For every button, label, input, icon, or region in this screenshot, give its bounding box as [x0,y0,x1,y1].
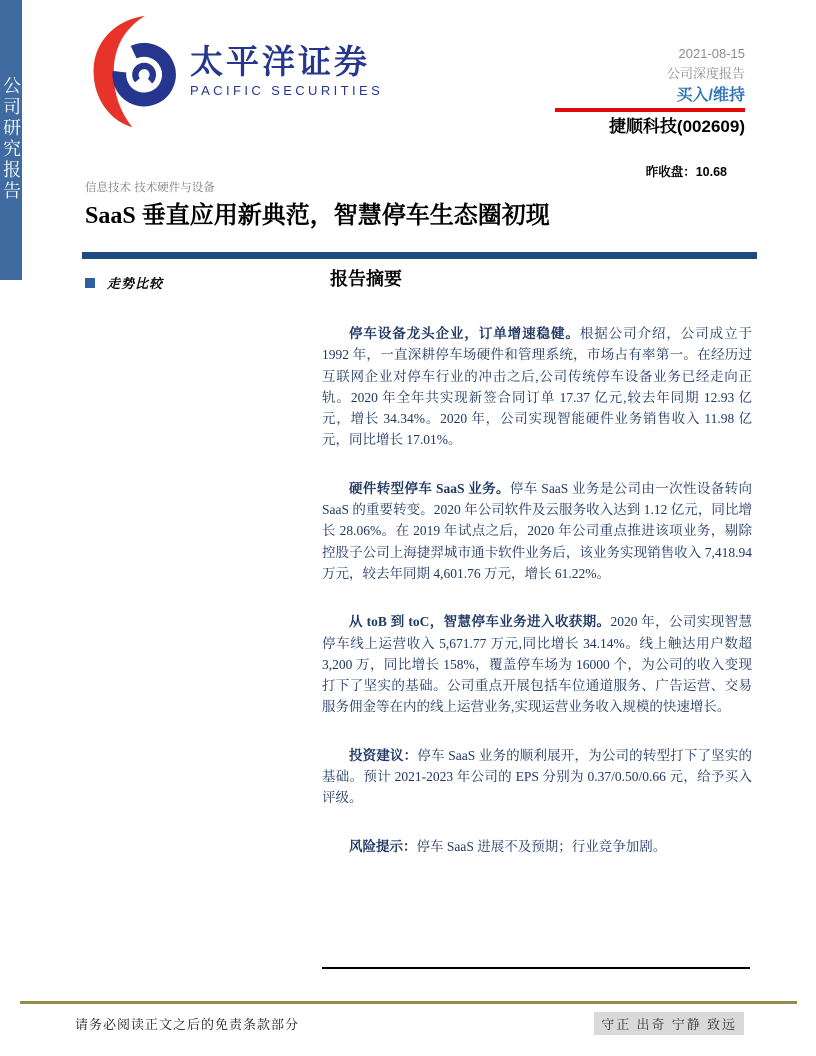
paragraph-text: 根据公司介绍，公司成立于 1992 年，一直深耕停车场硬件和管理系统，市场占有率第一。在经历过互联网企业对停车行业的冲击之后,公司传统停车设备业务已经走向正轨。2020 年全年共实现新签合同订单 17.37 亿元,较去年同期 12.93 亿元，增长 34.34%。2020 年，公司实现智能硬件业务销售收入 11.98 亿元，同比增长 17.01%。 [322,326,753,448]
content-end-rule [322,967,750,969]
summary-body [322,323,752,884]
footer-motto: 守正 出奇 宁静 致远 [594,1012,744,1035]
previous-close-label: 昨收盘： [645,165,696,179]
report-meta [505,44,745,180]
brand-text [190,14,383,98]
vertical-banner-label: 公司研究报告 [1,76,21,202]
stock-name-code: 捷顺科技(002609) [608,117,745,136]
paragraph-investment-advice [322,745,752,809]
paragraph-lead: 风险提示： [349,838,417,854]
paragraph-risk-warning [322,836,752,857]
summary-heading: 报告摘要 [330,269,402,289]
paragraph-lead: 硬件转型停车 SaaS 业务。 [349,480,510,496]
footer-gold-rule [20,1001,797,1004]
report-type: 公司深度报告 [666,66,745,81]
report-date: 2021-08-15 [678,46,745,61]
rating-underline-rule [555,108,745,112]
brand-name-cn: 太平洋证券 [190,43,370,80]
vertical-banner [0,0,22,280]
paragraph-text: 停车 SaaS 业务的顺利展开，为公司的转型打下了坚实的基础。预计 2021-2023 年公司的 EPS 分别为 0.37/0.50/0.66 元，给予买入评级。 [322,747,753,806]
page-title: SaaS 垂直应用新典范，智慧停车生态圈初现 [85,203,550,229]
paragraph-text: 停车 SaaS 进展不及预期；行业竞争加剧。 [416,838,667,854]
paragraph-saas-transform [322,478,752,584]
paragraph-orders [322,323,752,451]
paragraph-text: 2020 年，公司实现智慧停车线上运营收入 5,671.77 万元,同比增长 34.14%。线上触达用户数超 3,200 万，同比增长 158%，覆盖停车场为 16000 个，为公司的收入变现打下了坚实的基础。公司重点开展包括车位通道服务、广告运营、交易服务佣金等在内的线上运营业务,实现运营业务收入规模的快速增长。 [322,614,752,715]
paragraph-lead: 从 toB 到 toC，智慧停车业务进入收获期。 [349,614,611,630]
brand-name-en: PACIFIC SECURITIES [190,83,384,98]
footer-disclaimer: 请务必阅读正文之后的免责条款部分 [75,1017,300,1032]
previous-close-value: 10.68 [695,165,727,179]
square-bullet-icon [85,278,95,288]
rating-badge: 买入/维持 [676,87,745,104]
paragraph-text: 停车 SaaS 业务是公司由一次性设备转向 SaaS 的重要转变。2020 年公司软件及云服务收入达到 1.12 亿元，同比增长 28.06%。在 2019 年试点之后，2020 年公司重点推进该项业务，剔除控股子公司上海捷羿城市通卡软件业务后，该业务实现销售收入 7,418.94 万元，较去年同期 4,601.76 万元，增长 61.22%。 [322,480,752,581]
paragraph-lead: 停车设备龙头企业，订单增速稳健。 [349,326,580,341]
previous-close [505,162,745,180]
brand-logo [88,14,383,128]
pacific-securities-logo-icon [88,14,180,128]
title-divider-bar [82,252,757,259]
paragraph-tob-toc [322,611,752,717]
paragraph-lead: 投资建议： [349,747,418,763]
industry-breadcrumb: 信息技术 技术硬件与设备 [85,182,215,194]
trend-comparison-label: 走势比较 [107,276,164,291]
